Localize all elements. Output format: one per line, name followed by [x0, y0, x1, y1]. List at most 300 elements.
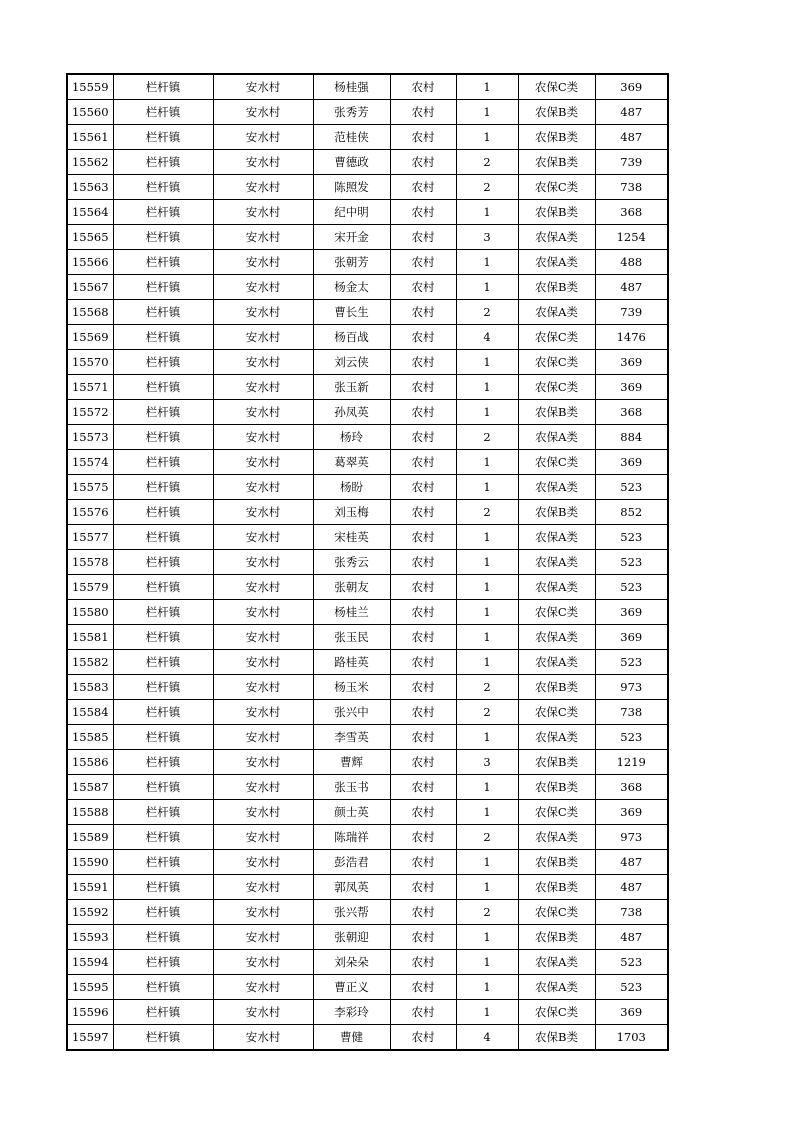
person-count-cell: 2 — [456, 175, 518, 200]
person-count-cell: 1 — [456, 725, 518, 750]
person-count-cell: 1 — [456, 74, 518, 100]
amount-cell: 487 — [595, 875, 668, 900]
category-cell: 农保B类 — [518, 200, 595, 225]
person-count-cell: 1 — [456, 450, 518, 475]
household-type-cell: 农村 — [390, 74, 456, 100]
town-cell: 栏杆镇 — [113, 74, 213, 100]
category-cell: 农保C类 — [518, 800, 595, 825]
town-cell: 栏杆镇 — [113, 400, 213, 425]
person-count-cell: 1 — [456, 550, 518, 575]
town-cell: 栏杆镇 — [113, 475, 213, 500]
record-id-cell: 15574 — [67, 450, 113, 475]
table-row — [67, 250, 668, 275]
category-cell: 农保A类 — [518, 475, 595, 500]
household-type-cell: 农村 — [390, 175, 456, 200]
village-cell: 安水村 — [213, 475, 313, 500]
amount-cell: 487 — [595, 125, 668, 150]
name-cell: 张玉新 — [313, 375, 390, 400]
town-cell: 栏杆镇 — [113, 700, 213, 725]
household-type-cell: 农村 — [390, 900, 456, 925]
category-cell: 农保C类 — [518, 175, 595, 200]
household-type-cell: 农村 — [390, 725, 456, 750]
town-cell: 栏杆镇 — [113, 625, 213, 650]
household-type-cell: 农村 — [390, 275, 456, 300]
record-id-cell: 15593 — [67, 925, 113, 950]
record-id-cell: 15585 — [67, 725, 113, 750]
table-row — [67, 1000, 668, 1025]
amount-cell: 523 — [595, 725, 668, 750]
person-count-cell: 1 — [456, 250, 518, 275]
town-cell: 栏杆镇 — [113, 300, 213, 325]
village-cell: 安水村 — [213, 725, 313, 750]
name-cell: 张玉民 — [313, 625, 390, 650]
record-id-cell: 15584 — [67, 700, 113, 725]
table-row — [67, 400, 668, 425]
amount-cell: 487 — [595, 925, 668, 950]
person-count-cell: 1 — [456, 125, 518, 150]
name-cell: 刘朵朵 — [313, 950, 390, 975]
person-count-cell: 1 — [456, 600, 518, 625]
subsidy-table — [66, 73, 669, 1051]
town-cell: 栏杆镇 — [113, 725, 213, 750]
category-cell: 农保A类 — [518, 300, 595, 325]
amount-cell: 369 — [595, 74, 668, 100]
amount-cell: 523 — [595, 575, 668, 600]
household-type-cell: 农村 — [390, 750, 456, 775]
town-cell: 栏杆镇 — [113, 500, 213, 525]
household-type-cell: 农村 — [390, 300, 456, 325]
name-cell: 张玉书 — [313, 775, 390, 800]
village-cell: 安水村 — [213, 550, 313, 575]
person-count-cell: 1 — [456, 775, 518, 800]
record-id-cell: 15580 — [67, 600, 113, 625]
table-row — [67, 975, 668, 1000]
village-cell: 安水村 — [213, 375, 313, 400]
name-cell: 李雪英 — [313, 725, 390, 750]
category-cell: 农保B类 — [518, 275, 595, 300]
table-row — [67, 825, 668, 850]
town-cell: 栏杆镇 — [113, 775, 213, 800]
name-cell: 杨金太 — [313, 275, 390, 300]
person-count-cell: 1 — [456, 950, 518, 975]
category-cell: 农保B类 — [518, 100, 595, 125]
category-cell: 农保A类 — [518, 550, 595, 575]
name-cell: 宋桂英 — [313, 525, 390, 550]
amount-cell: 369 — [595, 350, 668, 375]
amount-cell: 739 — [595, 150, 668, 175]
town-cell: 栏杆镇 — [113, 100, 213, 125]
village-cell: 安水村 — [213, 425, 313, 450]
table-row — [67, 675, 668, 700]
record-id-cell: 15581 — [67, 625, 113, 650]
record-id-cell: 15569 — [67, 325, 113, 350]
person-count-cell: 1 — [456, 1000, 518, 1025]
town-cell: 栏杆镇 — [113, 425, 213, 450]
name-cell: 孙凤英 — [313, 400, 390, 425]
town-cell: 栏杆镇 — [113, 275, 213, 300]
category-cell: 农保C类 — [518, 74, 595, 100]
village-cell: 安水村 — [213, 750, 313, 775]
name-cell: 刘云侠 — [313, 350, 390, 375]
record-id-cell: 15561 — [67, 125, 113, 150]
village-cell: 安水村 — [213, 875, 313, 900]
household-type-cell: 农村 — [390, 850, 456, 875]
person-count-cell: 3 — [456, 750, 518, 775]
name-cell: 颜士英 — [313, 800, 390, 825]
table-row — [67, 500, 668, 525]
record-id-cell: 15588 — [67, 800, 113, 825]
person-count-cell: 4 — [456, 325, 518, 350]
category-cell: 农保C类 — [518, 600, 595, 625]
town-cell: 栏杆镇 — [113, 525, 213, 550]
name-cell: 杨桂强 — [313, 74, 390, 100]
amount-cell: 369 — [595, 1000, 668, 1025]
record-id-cell: 15567 — [67, 275, 113, 300]
name-cell: 曹正义 — [313, 975, 390, 1000]
category-cell: 农保A类 — [518, 425, 595, 450]
record-id-cell: 15560 — [67, 100, 113, 125]
amount-cell: 369 — [595, 375, 668, 400]
household-type-cell: 农村 — [390, 1025, 456, 1051]
record-id-cell: 15566 — [67, 250, 113, 275]
name-cell: 葛翠英 — [313, 450, 390, 475]
amount-cell: 1219 — [595, 750, 668, 775]
amount-cell: 369 — [595, 600, 668, 625]
village-cell: 安水村 — [213, 650, 313, 675]
table-row — [67, 125, 668, 150]
person-count-cell: 1 — [456, 475, 518, 500]
amount-cell: 739 — [595, 300, 668, 325]
name-cell: 张朝友 — [313, 575, 390, 600]
amount-cell: 523 — [595, 475, 668, 500]
person-count-cell: 2 — [456, 825, 518, 850]
town-cell: 栏杆镇 — [113, 900, 213, 925]
table-row — [67, 375, 668, 400]
record-id-cell: 15568 — [67, 300, 113, 325]
table-row — [67, 650, 668, 675]
person-count-cell: 1 — [456, 650, 518, 675]
town-cell: 栏杆镇 — [113, 750, 213, 775]
household-type-cell: 农村 — [390, 200, 456, 225]
village-cell: 安水村 — [213, 1000, 313, 1025]
town-cell: 栏杆镇 — [113, 675, 213, 700]
village-cell: 安水村 — [213, 900, 313, 925]
amount-cell: 738 — [595, 175, 668, 200]
name-cell: 彭浩君 — [313, 850, 390, 875]
village-cell: 安水村 — [213, 74, 313, 100]
name-cell: 张秀芳 — [313, 100, 390, 125]
town-cell: 栏杆镇 — [113, 325, 213, 350]
name-cell: 张朝迎 — [313, 925, 390, 950]
person-count-cell: 2 — [456, 900, 518, 925]
name-cell: 张兴中 — [313, 700, 390, 725]
village-cell: 安水村 — [213, 600, 313, 625]
town-cell: 栏杆镇 — [113, 850, 213, 875]
category-cell: 农保B类 — [518, 750, 595, 775]
household-type-cell: 农村 — [390, 675, 456, 700]
table-row — [67, 74, 668, 100]
household-type-cell: 农村 — [390, 150, 456, 175]
amount-cell: 523 — [595, 950, 668, 975]
table-row — [67, 750, 668, 775]
table-row — [67, 450, 668, 475]
category-cell: 农保A类 — [518, 225, 595, 250]
category-cell: 农保A类 — [518, 975, 595, 1000]
table-row — [67, 325, 668, 350]
amount-cell: 852 — [595, 500, 668, 525]
village-cell: 安水村 — [213, 150, 313, 175]
record-id-cell: 15563 — [67, 175, 113, 200]
household-type-cell: 农村 — [390, 575, 456, 600]
table-row — [67, 800, 668, 825]
table-row — [67, 850, 668, 875]
household-type-cell: 农村 — [390, 125, 456, 150]
record-id-cell: 15589 — [67, 825, 113, 850]
town-cell: 栏杆镇 — [113, 600, 213, 625]
household-type-cell: 农村 — [390, 925, 456, 950]
village-cell: 安水村 — [213, 250, 313, 275]
name-cell: 曹健 — [313, 1025, 390, 1051]
category-cell: 农保B类 — [518, 925, 595, 950]
person-count-cell: 1 — [456, 875, 518, 900]
village-cell: 安水村 — [213, 800, 313, 825]
record-id-cell: 15590 — [67, 850, 113, 875]
household-type-cell: 农村 — [390, 525, 456, 550]
village-cell: 安水村 — [213, 325, 313, 350]
town-cell: 栏杆镇 — [113, 875, 213, 900]
table-row — [67, 875, 668, 900]
amount-cell: 523 — [595, 525, 668, 550]
amount-cell: 1254 — [595, 225, 668, 250]
record-id-cell: 15573 — [67, 425, 113, 450]
name-cell: 范桂侠 — [313, 125, 390, 150]
village-cell: 安水村 — [213, 300, 313, 325]
person-count-cell: 2 — [456, 300, 518, 325]
category-cell: 农保A类 — [518, 650, 595, 675]
household-type-cell: 农村 — [390, 650, 456, 675]
table-row — [67, 525, 668, 550]
person-count-cell: 3 — [456, 225, 518, 250]
person-count-cell: 1 — [456, 350, 518, 375]
household-type-cell: 农村 — [390, 1000, 456, 1025]
amount-cell: 738 — [595, 900, 668, 925]
person-count-cell: 2 — [456, 425, 518, 450]
town-cell: 栏杆镇 — [113, 575, 213, 600]
category-cell: 农保B类 — [518, 150, 595, 175]
name-cell: 曹辉 — [313, 750, 390, 775]
name-cell: 宋开金 — [313, 225, 390, 250]
category-cell: 农保B类 — [518, 775, 595, 800]
village-cell: 安水村 — [213, 575, 313, 600]
table-row — [67, 900, 668, 925]
amount-cell: 973 — [595, 825, 668, 850]
town-cell: 栏杆镇 — [113, 550, 213, 575]
amount-cell: 487 — [595, 850, 668, 875]
table-row — [67, 150, 668, 175]
name-cell: 刘玉梅 — [313, 500, 390, 525]
record-id-cell: 15594 — [67, 950, 113, 975]
category-cell: 农保B类 — [518, 675, 595, 700]
town-cell: 栏杆镇 — [113, 950, 213, 975]
amount-cell: 369 — [595, 450, 668, 475]
table-row — [67, 200, 668, 225]
household-type-cell: 农村 — [390, 775, 456, 800]
town-cell: 栏杆镇 — [113, 125, 213, 150]
name-cell: 陈照发 — [313, 175, 390, 200]
village-cell: 安水村 — [213, 450, 313, 475]
amount-cell: 369 — [595, 625, 668, 650]
table-row — [67, 475, 668, 500]
record-id-cell: 15596 — [67, 1000, 113, 1025]
person-count-cell: 1 — [456, 975, 518, 1000]
table-row — [67, 175, 668, 200]
household-type-cell: 农村 — [390, 475, 456, 500]
town-cell: 栏杆镇 — [113, 975, 213, 1000]
person-count-cell: 1 — [456, 800, 518, 825]
village-cell: 安水村 — [213, 125, 313, 150]
name-cell: 张秀云 — [313, 550, 390, 575]
amount-cell: 368 — [595, 775, 668, 800]
town-cell: 栏杆镇 — [113, 1000, 213, 1025]
table-row — [67, 350, 668, 375]
village-cell: 安水村 — [213, 625, 313, 650]
village-cell: 安水村 — [213, 100, 313, 125]
village-cell: 安水村 — [213, 350, 313, 375]
name-cell: 杨桂兰 — [313, 600, 390, 625]
town-cell: 栏杆镇 — [113, 650, 213, 675]
town-cell: 栏杆镇 — [113, 250, 213, 275]
amount-cell: 369 — [595, 800, 668, 825]
category-cell: 农保A类 — [518, 250, 595, 275]
village-cell: 安水村 — [213, 525, 313, 550]
amount-cell: 884 — [595, 425, 668, 450]
person-count-cell: 1 — [456, 575, 518, 600]
household-type-cell: 农村 — [390, 625, 456, 650]
amount-cell: 1476 — [595, 325, 668, 350]
amount-cell: 738 — [595, 700, 668, 725]
amount-cell: 523 — [595, 650, 668, 675]
record-id-cell: 15570 — [67, 350, 113, 375]
town-cell: 栏杆镇 — [113, 1025, 213, 1051]
name-cell: 曹德政 — [313, 150, 390, 175]
category-cell: 农保A类 — [518, 950, 595, 975]
record-id-cell: 15578 — [67, 550, 113, 575]
name-cell: 李彩玲 — [313, 1000, 390, 1025]
amount-cell: 368 — [595, 400, 668, 425]
amount-cell: 1703 — [595, 1025, 668, 1051]
amount-cell: 487 — [595, 100, 668, 125]
person-count-cell: 1 — [456, 925, 518, 950]
category-cell: 农保B类 — [518, 400, 595, 425]
person-count-cell: 2 — [456, 675, 518, 700]
record-id-cell: 15575 — [67, 475, 113, 500]
record-id-cell: 15562 — [67, 150, 113, 175]
table-row — [67, 700, 668, 725]
household-type-cell: 农村 — [390, 975, 456, 1000]
name-cell: 杨盼 — [313, 475, 390, 500]
household-type-cell: 农村 — [390, 550, 456, 575]
record-id-cell: 15565 — [67, 225, 113, 250]
name-cell: 陈瑞祥 — [313, 825, 390, 850]
category-cell: 农保B类 — [518, 850, 595, 875]
category-cell: 农保B类 — [518, 1025, 595, 1051]
person-count-cell: 1 — [456, 525, 518, 550]
village-cell: 安水村 — [213, 275, 313, 300]
category-cell: 农保A类 — [518, 575, 595, 600]
person-count-cell: 1 — [456, 100, 518, 125]
table-row — [67, 600, 668, 625]
household-type-cell: 农村 — [390, 825, 456, 850]
person-count-cell: 2 — [456, 150, 518, 175]
table-row — [67, 275, 668, 300]
table-row — [67, 950, 668, 975]
record-id-cell: 15579 — [67, 575, 113, 600]
person-count-cell: 2 — [456, 500, 518, 525]
category-cell: 农保B类 — [518, 125, 595, 150]
record-id-cell: 15592 — [67, 900, 113, 925]
town-cell: 栏杆镇 — [113, 800, 213, 825]
name-cell: 张朝芳 — [313, 250, 390, 275]
record-id-cell: 15577 — [67, 525, 113, 550]
village-cell: 安水村 — [213, 200, 313, 225]
village-cell: 安水村 — [213, 1025, 313, 1051]
category-cell: 农保C类 — [518, 350, 595, 375]
amount-cell: 368 — [595, 200, 668, 225]
category-cell: 农保A类 — [518, 725, 595, 750]
person-count-cell: 4 — [456, 1025, 518, 1051]
table-body — [67, 74, 668, 1050]
name-cell: 郭凤英 — [313, 875, 390, 900]
village-cell: 安水村 — [213, 825, 313, 850]
town-cell: 栏杆镇 — [113, 225, 213, 250]
table-row — [67, 550, 668, 575]
category-cell: 农保C类 — [518, 900, 595, 925]
name-cell: 张兴帮 — [313, 900, 390, 925]
record-id-cell: 15586 — [67, 750, 113, 775]
person-count-cell: 1 — [456, 400, 518, 425]
name-cell: 杨玲 — [313, 425, 390, 450]
category-cell: 农保A类 — [518, 525, 595, 550]
household-type-cell: 农村 — [390, 600, 456, 625]
town-cell: 栏杆镇 — [113, 925, 213, 950]
person-count-cell: 2 — [456, 700, 518, 725]
village-cell: 安水村 — [213, 675, 313, 700]
table-row — [67, 300, 668, 325]
household-type-cell: 农村 — [390, 425, 456, 450]
record-id-cell: 15576 — [67, 500, 113, 525]
town-cell: 栏杆镇 — [113, 150, 213, 175]
village-cell: 安水村 — [213, 925, 313, 950]
person-count-cell: 1 — [456, 625, 518, 650]
household-type-cell: 农村 — [390, 500, 456, 525]
table-row — [67, 575, 668, 600]
record-id-cell: 15564 — [67, 200, 113, 225]
village-cell: 安水村 — [213, 775, 313, 800]
person-count-cell: 1 — [456, 375, 518, 400]
household-type-cell: 农村 — [390, 800, 456, 825]
table-row — [67, 625, 668, 650]
household-type-cell: 农村 — [390, 375, 456, 400]
household-type-cell: 农村 — [390, 950, 456, 975]
record-id-cell: 15595 — [67, 975, 113, 1000]
record-id-cell: 15591 — [67, 875, 113, 900]
table-row — [67, 925, 668, 950]
person-count-cell: 1 — [456, 275, 518, 300]
record-id-cell: 15559 — [67, 74, 113, 100]
town-cell: 栏杆镇 — [113, 825, 213, 850]
household-type-cell: 农村 — [390, 350, 456, 375]
household-type-cell: 农村 — [390, 450, 456, 475]
